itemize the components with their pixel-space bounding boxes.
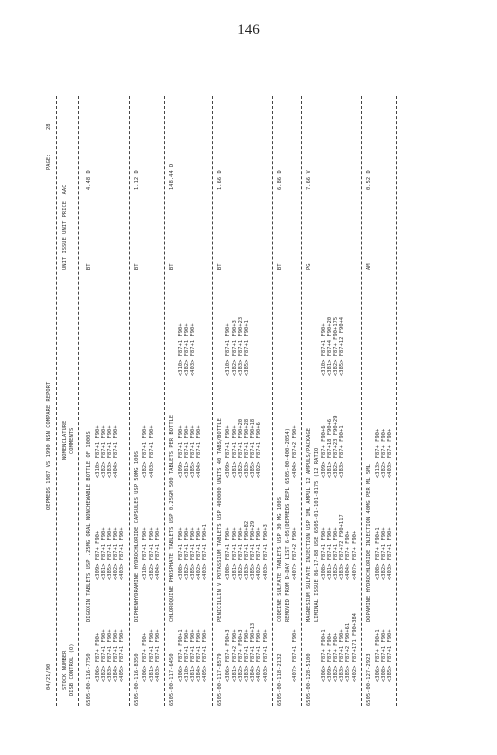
entry-issue-record: <381> F87+1 F90+ [183, 425, 190, 478]
entry-issue-record: <381> F87+18 F90+6 [326, 418, 333, 478]
entry-unit-price: 4.48 D [86, 170, 92, 190]
col-header-stock-2: DISB CONTROL (O) [69, 643, 75, 696]
entry-unit-issue: AM [365, 263, 372, 270]
entry-issue-record: <385> F87+1 F90+18 [250, 418, 257, 478]
entry-description: PENICILLIN V POTASSIUM TABLETS USP 400000 UNITS 40 TABS/BOTTLE [216, 418, 223, 622]
entry-issue-record: <384> F87+1 F90+13 [250, 622, 257, 682]
entry-issue-record: <381> F87+1 F90+ [100, 527, 107, 580]
entry-issue-record: <403> F87+1 F90+ [119, 527, 126, 580]
entry-comment: REMOVED FROM D-DAY LIST 6-05(DEPMEDS REPL 6505-00-400-2054) [285, 427, 292, 622]
entry-issue-record: <402> F87+171 F90+384 [351, 612, 358, 682]
entry-issue-record: <306> F87+ F90+3 [225, 629, 232, 682]
entry-issue-record: <402> F87+1 F90+ [256, 527, 263, 580]
entry-issue-record: <382> F87+1 F90+20 [237, 418, 244, 478]
entry-issue-record: <308> F87+1 F90+ [320, 527, 327, 580]
entry-separator [164, 96, 165, 706]
entry-issue-record: <382> F87+1 F90+ [148, 527, 155, 580]
entry-stock-number: 6505-00-116-8350 [133, 653, 140, 706]
entry-issue-record: <383> F87+1 F90+ [107, 629, 114, 682]
col-header-price: UNIT ISSUE UNIT PRICE AAC [62, 184, 68, 270]
page-number: 146 [237, 22, 260, 38]
entry-stock-number: 6505-00-127-2923 [365, 653, 372, 706]
report-title: OEPMEDS 1987 VS 1990 NSN COMPARE REPORT [46, 381, 52, 510]
entry-issue-record: <403> F87+1 F90+1 [202, 524, 209, 580]
entry-description: CHLOROQUINE PHOSPHATE TABLETS USP 0.25GM 500 TABLETS PER BOTTLE [168, 414, 175, 622]
entry-issue-record: <403> F87+1 F90+ [386, 527, 393, 580]
entry-issue-record: <382> F87+1 F90+ [183, 527, 190, 580]
entry-issue-record: <308> F87+1 F90+ [177, 527, 184, 580]
entry-issue-record: <402> F87+1 F90+ [113, 527, 120, 580]
report-sheet-wrapper [40, 90, 460, 710]
entry-issue-record: <310> F87+1 F90+ [94, 425, 101, 478]
entry-unit-price: 0.52 D [365, 170, 372, 190]
entry-unit-price: 1.12 D [133, 170, 140, 190]
entry-issue-record: <402> F87+1 F90+ [196, 527, 203, 580]
entry-issue-record: <306> F87+ F90+1 [374, 629, 381, 682]
entry-unit-issue: BT [168, 263, 175, 270]
entry-issue-record: <306> F87+ F90+1 [320, 629, 327, 682]
entry-issue-record: <383> F87+1 F90+ [107, 425, 114, 478]
entry-issue-record: <385> F87+1 F90+1 [243, 320, 250, 376]
entry-issue-record: <308> F87+1 F90+ [225, 527, 232, 580]
entry-separator [396, 96, 397, 706]
entry-issue-record: <404> F87+1 F90+ [113, 425, 120, 478]
entry-issue-record: <385> F87+1 F90+ [107, 527, 114, 580]
entry-issue-record: <382> F87+1 F90+ [237, 527, 244, 580]
entry-issue-record: <384> F87+1 F90+ [196, 629, 203, 682]
entry-issue-record: <382> F87+ F90+175 [333, 316, 340, 376]
entry-issue-record: <309> F87+ F90+6 [320, 425, 327, 478]
entry-issue-record: <310> F87+1 F90+ [183, 629, 190, 682]
entry-issue-record: <403> F87+ F90+ [386, 428, 393, 478]
report-page-label: PAGE: [46, 153, 52, 170]
entry-separator [272, 96, 273, 706]
entry-issue-record: <404> F87+1 F90+ [196, 425, 203, 478]
entry-description: DIPHENHYDRAMINE HYDROCHLORIDE CAPSULES USP 50MG 100S [133, 450, 140, 622]
entry-issue-record: <403> F87+1 F90+ [190, 323, 197, 376]
entry-issue-record: <382> F87+1 F90+ [100, 425, 107, 478]
entry-issue-record: <310> F87+1 F90+ [320, 323, 327, 376]
entry-issue-record: <385> F87+1 F90+ [190, 425, 197, 478]
entry-issue-record: <383> F87+ F90+1 [339, 425, 346, 478]
entry-stock-number: 6505-00-117-8579 [216, 653, 223, 706]
report-page-value: 28 [46, 123, 52, 130]
col-header-nomenclature: NOMENCLATURE [62, 420, 68, 460]
entry-issue-record: <382> F87+ F90+ [380, 428, 387, 478]
entry-issue-record: <381> F87+1 F90+ [148, 629, 155, 682]
entry-description: CODEINE SULFATE TABLETS USP 30 MG 100S [276, 497, 283, 622]
entry-issue-record: <405> F87+1 F90+ [119, 629, 126, 682]
entry-issue-record: <385> F87+1 F90+ [386, 629, 393, 682]
entry-unit-price: 7.66 V [305, 170, 312, 190]
entry-issue-record: <382> F87+ F90+ [333, 632, 340, 682]
entry-issue-record: <385> F87+1 F90+ [190, 527, 197, 580]
entry-issue-record: <383> F87+1 F90+28 [243, 418, 250, 478]
entry-issue-record: <382> F87+1 F90+3 [231, 320, 238, 376]
entry-unit-issue: BT [276, 263, 283, 270]
entry-issue-record: <407> F87+ F90+ [351, 530, 358, 580]
entry-unit-issue: BT [86, 263, 92, 270]
report-date: 04/21/90 [46, 663, 52, 690]
entry-comment: LIMINAL ISSUE 86-17-88 USE 6505-01-101-8175 (12 RATIO [314, 447, 321, 622]
entry-unit-price: 148.44 D [168, 163, 175, 190]
entry-issue-record: <306> F87+ F90+ [142, 632, 149, 682]
entry-issue-record: <383> F87+1 F90+23 [237, 316, 244, 376]
entry-description: MAGNESIUM SULFATE INJECTION USP 1ML AMPUL 12 AMPULS/PACKAGE [305, 427, 312, 622]
entry-issue-record: <381> F87+4 F90+20 [326, 316, 333, 376]
entry-issue-record: <384> F87+1 F90+ [113, 629, 120, 682]
entry-issue-record: <385> F87+2 F90+61 [345, 622, 352, 682]
entry-issue-record: <306> F87+ F90+1 [177, 629, 184, 682]
entry-issue-record: <382> F87+1 F90+ [183, 323, 190, 376]
entry-stock-number: 6505-00-116-7750 [86, 653, 92, 706]
entry-issue-record: <382> F87+1 F90+ [142, 425, 149, 478]
entry-issue-record: <382> F87+1 F90+ [100, 629, 107, 682]
entry-issue-record: <308> F87+ F90+1 [374, 527, 381, 580]
rotated-report-sheet [40, 90, 460, 710]
header-rule-top [56, 96, 57, 706]
entry-stock-number: 6505-00-128-5100 [305, 653, 312, 706]
entry-issue-record: <309> F87+ F90+ [94, 530, 101, 580]
entry-issue-record: <310> F87+1 F90+ [142, 527, 149, 580]
entry-issue-record: <381> F87+1 F90+ [190, 629, 197, 682]
entry-issue-record: <403> F87+1 F90+ [148, 425, 155, 478]
entry-issue-record: <405> F87+1 F90+ [202, 629, 209, 682]
entry-stock-number: 6505-00-117-6450 [168, 653, 175, 706]
entry-stock-number: 6505-00-118-2132 [276, 653, 283, 706]
col-header-comments: COMMENTS [69, 427, 75, 454]
entry-issue-record: <381> F87+1 F90+ [231, 527, 238, 580]
entry-issue-record: <306> F87+ F90+ [94, 632, 101, 682]
entry-issue-record: <308> F87+1 F90+ [380, 629, 387, 682]
entry-separator [212, 96, 213, 706]
entry-issue-record: <382> F87+ F90+3 [237, 629, 244, 682]
entry-issue-record: <407> F87+1 F90+ [291, 629, 298, 682]
entry-issue-record: <383> F87+1 F90+ [243, 629, 250, 682]
entry-description: DOPAMINE HYDROCHLORIDE INJECTION 40MG PER ML 5ML [365, 464, 372, 622]
entry-issue-record: <383> F87+1 F90+82 [243, 520, 250, 580]
entry-issue-record: <404> F87+2 F90+ [291, 425, 298, 478]
entry-issue-record: <404> F87+1 F90+ [154, 527, 161, 580]
entry-issue-record: <309> F87+1 F90+ [225, 425, 232, 478]
entry-issue-record: <382> F87+1 F90+ [380, 527, 387, 580]
entry-issue-record: <310> F87+1 F90+ [225, 323, 232, 376]
entry-issue-record: <385> F87+12 F90+4 [339, 316, 346, 376]
entry-unit-price: 1.66 D [216, 170, 223, 190]
entry-issue-record: <381> F87+1 F90+ [326, 527, 333, 580]
entry-issue-record: <403> F87+1 F90+3 [262, 524, 269, 580]
entry-issue-record: <313> F87+ F90+ [374, 428, 381, 478]
col-header-stock-1: STOCK NUMBER [62, 650, 68, 690]
entry-separator [301, 96, 302, 706]
entry-issue-record: <403> F87+1 F90+ [154, 629, 161, 682]
entry-issue-record: <309> F87+1 F90+ [177, 425, 184, 478]
entry-issue-record: <402> F87+1 F90+6 [256, 422, 263, 478]
entry-issue-record: <310> F87+1 F90+ [177, 323, 184, 376]
entry-issue-record: <383> F87+1 F90+ [339, 629, 346, 682]
entry-unit-issue: PG [305, 263, 312, 270]
entry-issue-record: <407> F87+2 F90+ [291, 527, 298, 580]
entry-issue-record: <381> F87+1 F90+ [231, 425, 238, 478]
entry-description: DIGOXIN TABLETS USP .25MG ORAL NONCHEWABLE BOTTLE OF 1000S [86, 431, 92, 622]
entry-issue-record: <385> F87+1 F90+29 [250, 520, 257, 580]
entry-unit-price: 6.86 D [276, 170, 283, 190]
entry-issue-record: <309> F87+ F90+ [326, 632, 333, 682]
entry-separator [129, 96, 130, 706]
entry-unit-issue: BT [216, 263, 223, 270]
entry-unit-issue: BT [133, 263, 140, 270]
entry-issue-record: <402> F87+1 F90+ [256, 629, 263, 682]
entry-issue-record: <383> F87+72 F90+117 [339, 514, 346, 580]
entry-issue-record: <404> F87+ F90+ [345, 530, 352, 580]
entry-issue-record: <381> F87+2 F90+ [231, 629, 238, 682]
entry-separator [361, 96, 362, 706]
entry-issue-record: <403> F87+1 F90+ [262, 629, 269, 682]
header-rule-bottom [78, 96, 79, 706]
entry-issue-record: <382> F87+1 F90+ [333, 527, 340, 580]
entry-issue-record: <382> F87+23 F90+29 [333, 415, 340, 478]
